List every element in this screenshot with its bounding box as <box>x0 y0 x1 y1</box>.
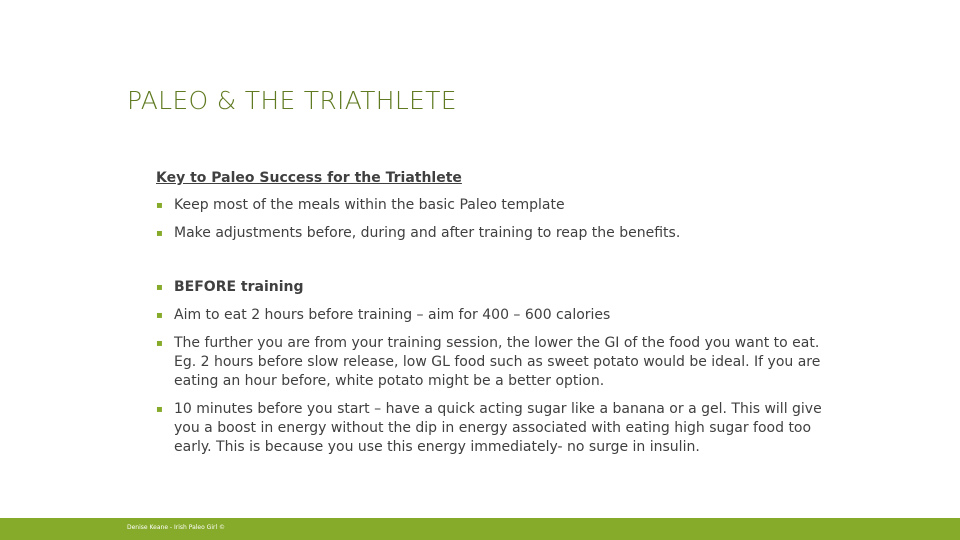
spacer <box>156 252 836 278</box>
bullet-marker-icon: ▪ <box>156 404 163 415</box>
footer-credit: Denise Keane - Irish Paleo Girl © <box>127 524 226 531</box>
footer-bar <box>0 518 960 540</box>
bullet-item <box>156 196 836 215</box>
before-training-heading: BEFORE training <box>174 279 304 295</box>
bullet-item <box>156 400 836 457</box>
bullet-item <box>156 306 836 325</box>
bullet-text: Aim to eat 2 hours before training – aim for 400 – 600 calories <box>174 307 611 323</box>
bullet-marker-icon: ▪ <box>156 282 163 293</box>
bullet-text: The further you are from your training session, the lower the GI of the food you want to eat. Eg. 2 hours before slow release, low GL food such as sweet potato would be ideal. If you are eating an hour before, white potato might be a better option. <box>174 335 821 389</box>
slide-content <box>156 169 836 466</box>
bullet-marker-icon: ▪ <box>156 310 163 321</box>
bullet-item <box>156 224 836 243</box>
slide-title: PALEO & THE TRIATHLETE <box>127 86 457 115</box>
bullet-marker-icon: ▪ <box>156 338 163 349</box>
bullet-item <box>156 334 836 391</box>
bullet-marker-icon: ▪ <box>156 200 163 211</box>
bullet-text: 10 minutes before you start – have a quick acting sugar like a banana or a gel. This will give you a boost in energy without the dip in energy associated with eating high sugar food too early. This is because you use this energy immediately- no surge in insulin. <box>174 401 822 455</box>
bullet-text: Keep most of the meals within the basic Paleo template <box>174 197 565 213</box>
bullet-marker-icon: ▪ <box>156 228 163 239</box>
subheading: Key to Paleo Success for the Triathlete <box>156 170 462 186</box>
bullet-text: Make adjustments before, during and after training to reap the benefits. <box>174 225 681 241</box>
bullet-item <box>156 278 836 297</box>
